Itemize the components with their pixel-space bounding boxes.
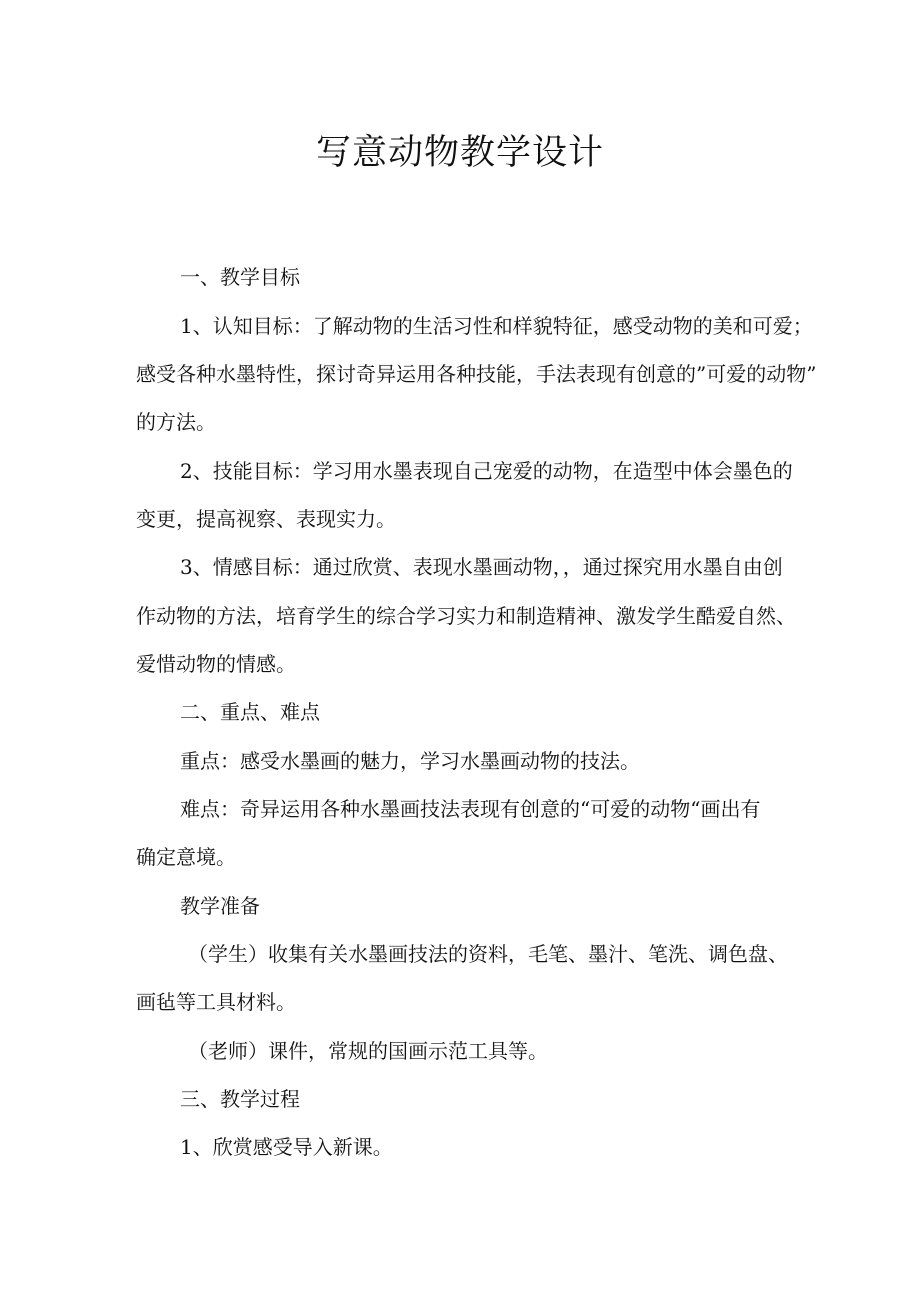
paragraph-line: 1、认知目标：了解动物的生活习性和样貌特征，感受动物的美和可爱； [180,314,813,338]
section-heading-process: 三、教学过程 [180,1087,300,1111]
paragraph-line: 画毡等工具材料。 [136,990,296,1014]
paragraph-line: 变更，提高视察、表现实力。 [136,507,396,531]
paragraph-line: 感受各种水墨特性，探讨奇异运用各种技能，手法表现有创意的”可爱的动物” [136,362,817,386]
paragraph-line: 难点：奇异运用各种水墨画技法表现有创意的“可爱的动物“画出有 [180,797,761,821]
paragraph-line: 作动物的方法，培育学生的综合学习实力和制造精神、激发学生酷爱自然、 [136,604,796,628]
document-title: 写意动物教学设计 [315,133,604,173]
paragraph-line: （学生）收集有关水墨画技法的资料，毛笔、墨汁、笔洗、调色盘、 [188,942,788,966]
paragraph-line: 确定意境。 [136,845,236,869]
paragraph-line: 1、欣赏感受导入新课。 [180,1135,393,1159]
paragraph-line: 3、情感目标：通过欣赏、表现水墨画动物，，通过探究用水墨自由创 [180,555,783,579]
section-heading-preparation: 教学准备 [180,894,260,918]
paragraph-line: 爱惜动物的情感。 [136,652,296,676]
section-heading-objectives: 一、教学目标 [180,265,300,289]
paragraph-line: 2、技能目标：学习用水墨表现自己宠爱的动物，在造型中体会墨色的 [180,459,793,483]
paragraph-line: （老师）课件，常规的国画示范工具等。 [188,1039,548,1063]
paragraph-line: 的方法。 [136,410,216,434]
section-heading-key-points: 二、重点、难点 [180,700,320,724]
paragraph-line: 重点：感受水墨画的魅力，学习水墨画动物的技法。 [180,749,640,773]
